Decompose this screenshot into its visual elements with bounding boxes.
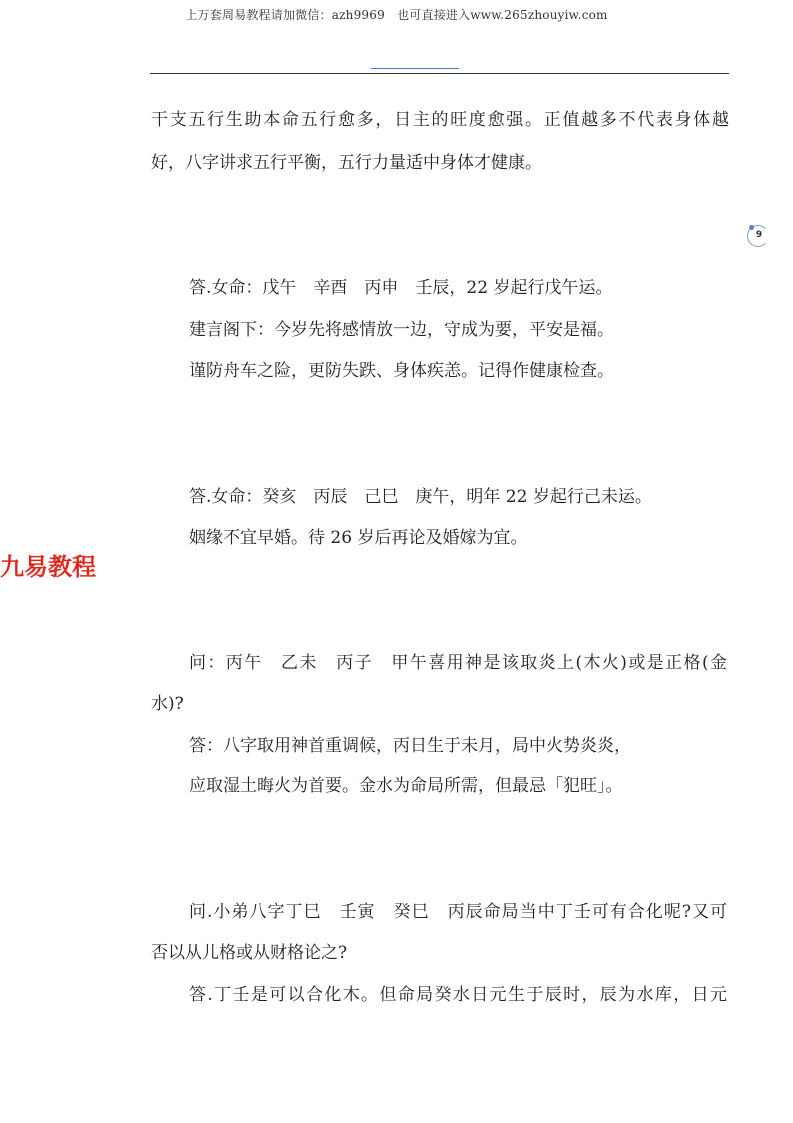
answer-line: 建言阁下：今岁先将感情放一边，守成为要，平安是福。 bbox=[189, 320, 614, 340]
header-rule bbox=[150, 73, 729, 74]
paragraph-line: 干支五行生助本命五行愈多，日主的旺度愈强。正值越多不代表身体越 bbox=[151, 110, 729, 130]
answer-line: 答.女命：戊午 辛酉 丙申 壬辰，22 岁起行戊午运。 bbox=[189, 278, 613, 298]
question-line: 问.小弟八字丁巳 壬寅 癸巳 丙辰命局当中丁壬可有合化呢?又可 bbox=[189, 902, 727, 922]
answer-line: 应取湿土晦火为首要。金水为命局所需，但最忌「犯旺」。 bbox=[189, 776, 623, 796]
answer-line: 姻缘不宜早婚。待 26 岁后再论及婚嫁为宜。 bbox=[189, 528, 528, 548]
page-number-badge bbox=[747, 225, 769, 247]
answer-line: 答：八字取用神首重调候，丙日生于未月，局中火势炎炎， bbox=[189, 736, 631, 756]
page-number: 9 bbox=[755, 230, 763, 240]
question-line: 否以从儿格或从财格论之? bbox=[151, 943, 348, 963]
header-note: 上万套周易教程请加微信：azh9969 也可直接进入www.265zhouyiw.com bbox=[185, 8, 608, 22]
answer-line: 谨防舟车之险，更防失跌、身体疾恙。记得作健康检查。 bbox=[189, 361, 614, 381]
watermark-logo: 九易教程 bbox=[0, 553, 96, 581]
paragraph-line: 好，八字讲求五行平衡，五行力量适中身体才健康。 bbox=[151, 153, 542, 173]
answer-line: 答.女命：癸亥 丙辰 己巳 庚午，明年 22 岁起行己未运。 bbox=[189, 487, 652, 507]
header-accent-line bbox=[371, 68, 459, 69]
question-line: 水)? bbox=[151, 694, 184, 714]
answer-line: 答.丁壬是可以合化木。但命局癸水日元生于辰时，辰为水库，日元 bbox=[189, 985, 727, 1005]
question-line: 问：丙午 乙未 丙子 甲午喜用神是该取炎上(木火)或是正格(金 bbox=[189, 653, 727, 673]
